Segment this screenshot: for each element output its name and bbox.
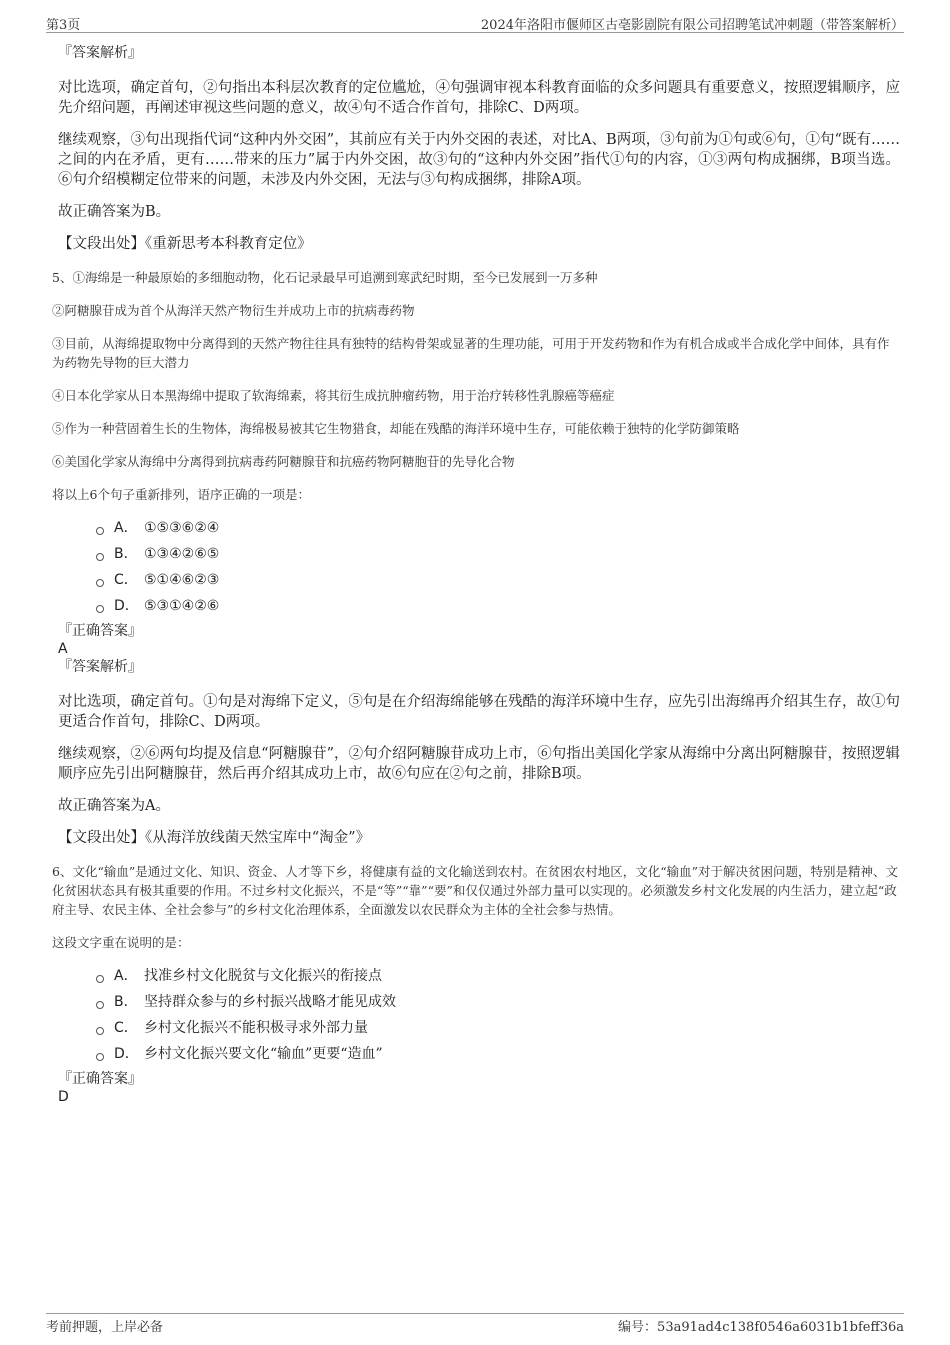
question-6-options: [52, 966, 900, 1064]
radio-icon[interactable]: [96, 579, 104, 587]
radio-icon[interactable]: [96, 1027, 104, 1035]
analysis-paragraph: 对比选项，确定首句。①句是对海绵下定义，⑤句是在介绍海绵能够在残酷的海洋环境中生存，应先引出海绵再介绍其生存，故①句更适合作首句，排除C、D两项。: [58, 694, 900, 730]
option-c[interactable]: C． 乡村文化振兴不能积极寻求外部力量: [96, 1018, 900, 1038]
analysis-conclusion: 故正确答案为A。: [58, 798, 170, 814]
question-5-options: [52, 518, 900, 616]
option-d[interactable]: D． 乡村文化振兴要文化“输血”更要“造血”: [96, 1044, 900, 1064]
document-title: 2024年洛阳市偃师区古亳影剧院有限公司招聘笔试冲刺题（带答案解析）: [480, 18, 904, 33]
analysis-label: 『答案解析』: [58, 659, 142, 675]
radio-icon[interactable]: [96, 527, 104, 535]
analysis-label: 『答案解析』: [58, 45, 142, 61]
question-5-sentence: 5、①海绵是一种最原始的多细胞动物，化石记录最早可追溯到寒武纪时期，至今已发展到一万多种: [52, 270, 598, 285]
question-6-prompt: 这段文字重在说明的是：: [52, 935, 190, 950]
document-code: 编号：53a91ad4c138f0546a6031b1bfeff36a: [618, 1320, 904, 1335]
question-5-sentence: ⑤作为一种营固着生长的生物体，海绵极易被其它生物猎食，却能在残酷的海洋环境中生存，可能依赖于独特的化学防御策略: [52, 421, 740, 436]
correct-answer-label: 『正确答案』: [58, 623, 142, 639]
page-content: [52, 42, 900, 1106]
analysis-paragraph: 继续观察，②⑥两句均提及信息“阿糖腺苷”，②句介绍阿糖腺苷成功上市，⑥句指出美国化学家从海绵中分离出阿糖腺苷，按照逻辑顺序应先引出阿糖腺苷，然后再介绍其成功上市，故⑥句应在②句之前，排除B项。: [58, 746, 900, 782]
option-c[interactable]: C． ⑤①④⑥②③: [96, 570, 900, 590]
radio-icon[interactable]: [96, 1053, 104, 1061]
question-5-prompt: 将以上6个句子重新排列，语序正确的一项是：: [52, 487, 310, 502]
analysis-paragraph: 继续观察，③句出现指代词“这种内外交困”，其前应有关于内外交困的表述，对比A、B两项，③句前为①句或⑥句，①句“既有……之间的内在矛盾，更有……带来的压力”属于内外交困，故③句的“这种内外交困”指代①句的内容，①③两句构成捆绑，B项当选。⑥句介绍模糊定位带来的问题，未涉及内外交困，无法与③句构成捆绑，排除A项。: [58, 132, 900, 188]
radio-icon[interactable]: [96, 553, 104, 561]
analysis-paragraph: 对比选项，确定首句，②句指出本科层次教育的定位尴尬，④句强调审视本科教育面临的众多问题具有重要意义，按照逻辑顺序，应先介绍问题，再阐述审视这些问题的意义，故④句不适合作首句，排除C、D两项。: [58, 80, 900, 116]
analysis-conclusion: 故正确答案为B。: [58, 204, 171, 220]
source-citation: 【文段出处】《从海洋放线菌天然宝库中“淘金”》: [58, 830, 371, 846]
page-footer: [46, 1313, 904, 1336]
option-a[interactable]: A． ①⑤③⑥②④: [96, 518, 900, 538]
question-5-sentence: ④日本化学家从日本黑海绵中提取了软海绵素，将其衍生成抗肿瘤药物，用于治疗转移性乳腺癌等癌症: [52, 388, 615, 403]
correct-answer-label: 『正确答案』: [58, 1071, 142, 1087]
question-5-sentence: ⑥美国化学家从海绵中分离得到抗病毒药阿糖腺苷和抗癌药物阿糖胞苷的先导化合物: [52, 454, 515, 469]
footer-slogan: 考前押题，上岸必备: [46, 1320, 164, 1335]
correct-answer: D: [58, 1089, 69, 1105]
page-header: [46, 12, 904, 33]
question-6-stem: 6、文化“输血”是通过文化、知识、资金、人才等下乡，将健康有益的文化输送到农村。在贫困农村地区，文化“输血”对于解决贫困问题，特别是精神、文化贫困状态具有极其重要的作用。不过乡村文化振兴，不是“等”“靠”“要”和仅仅通过外部力量可以实现的。必须激发乡村文化发展的内生活力，建立起“政府主导、农民主体、全社会参与”的乡村文化治理体系，全面激发以农民群众为主体的全社会参与热情。: [52, 864, 899, 917]
question-5-sentence: ③目前，从海绵提取物中分离得到的天然产物往往具有独特的结构骨架或显著的生理功能，可用于开发药物和作为有机合成或半合成化学中间体，具有作为药物先导物的巨大潜力: [52, 336, 890, 370]
option-d[interactable]: D． ⑤③①④②⑥: [96, 596, 900, 616]
option-b[interactable]: B． 坚持群众参与的乡村振兴战略才能见成效: [96, 992, 900, 1012]
question-5-sentence: ②阿糖腺苷成为首个从海洋天然产物衍生并成功上市的抗病毒药物: [52, 303, 415, 318]
radio-icon[interactable]: [96, 1001, 104, 1009]
correct-answer: A: [58, 641, 68, 657]
radio-icon[interactable]: [96, 975, 104, 983]
option-b[interactable]: B． ①③④②⑥⑤: [96, 544, 900, 564]
radio-icon[interactable]: [96, 605, 104, 613]
option-a[interactable]: A． 找准乡村文化脱贫与文化振兴的衔接点: [96, 966, 900, 986]
source-citation: 【文段出处】《重新思考本科教育定位》: [58, 236, 312, 252]
page-number: 第3页: [46, 18, 81, 33]
